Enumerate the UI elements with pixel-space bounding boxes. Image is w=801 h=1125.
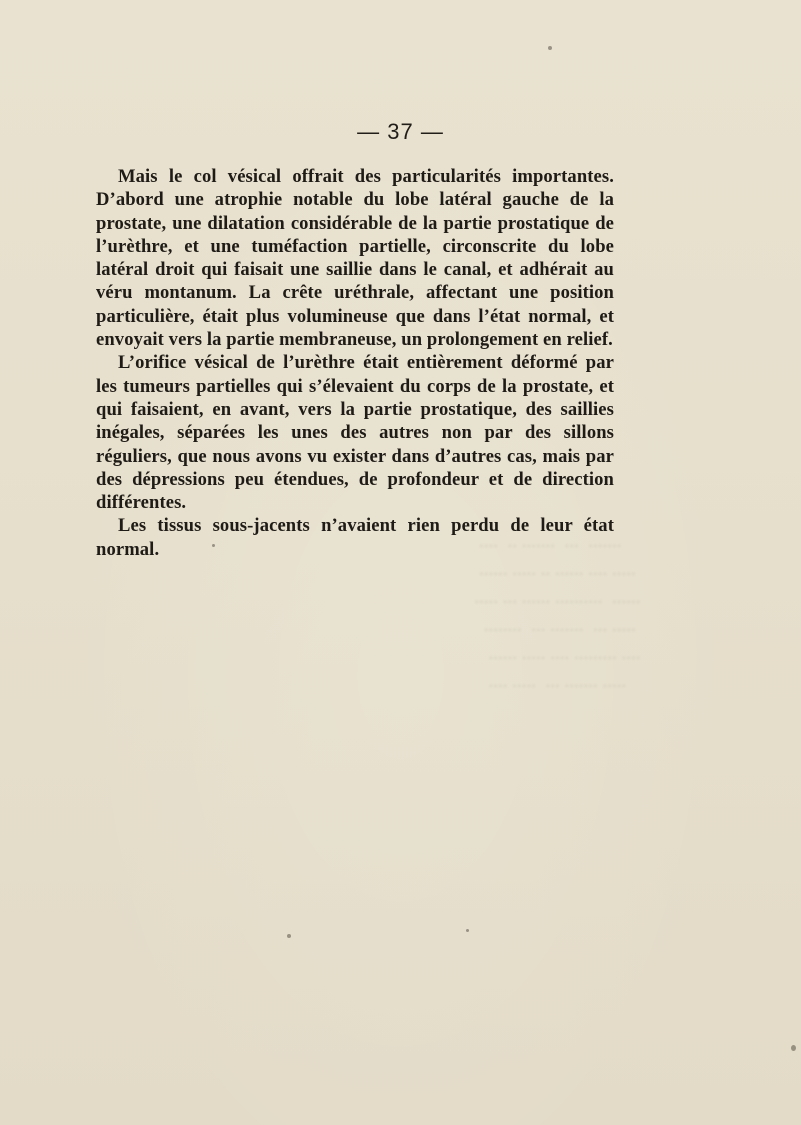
body-text: [96, 165, 614, 561]
page-number: — 37 —: [357, 119, 444, 144]
paper-speck: [791, 1045, 796, 1051]
paper-speck: [212, 544, 215, 547]
paper-speck: [548, 46, 552, 50]
paragraph-1: Mais le col vésical offrait des particularités importantes. D’abord une atrophie notable du lobe latéral gauche de la prostate, une dilatation considérable de la partie prostatique de l’urèthre, et une tuméfaction partielle, circonscrite du lobe latéral droit qui faisait une saillie dans le canal, et adhérait au véru montanum. La crête uréthrale, affectant une position particulière, était plus volumineuse que dans l’état normal, et envoyait vers la partie membraneuse, un prolongement en relief.: [96, 166, 614, 351]
show-through-texture: ....... ... ....... .. .... ..... .... ...... .. ..... ...... ...... .......... ...... ... ..... ..... ... ....... ... ........ .... ......... .... ..... ...... ..... ....... ... ..... ....: [474, 531, 641, 692]
paragraph-3: Les tissus sous-jacents n’avaient rien perdu de leur état normal.: [96, 515, 614, 560]
paragraph-2: L’orifice vésical de l’urèthre était entièrement déformé par les tumeurs partielles qui s’élevaient du corps de la prostate, et qui faisaient, en avant, vers la partie prostatique, des saillies inégales, séparées les unes des autres non par des sillons réguliers, que nous avons vu exister dans d’autres cas, mais par des dépressions peu étendues, de profondeur et de direction différentes.: [96, 352, 614, 514]
paper-speck: [287, 934, 291, 938]
paper-speck: [466, 929, 469, 932]
